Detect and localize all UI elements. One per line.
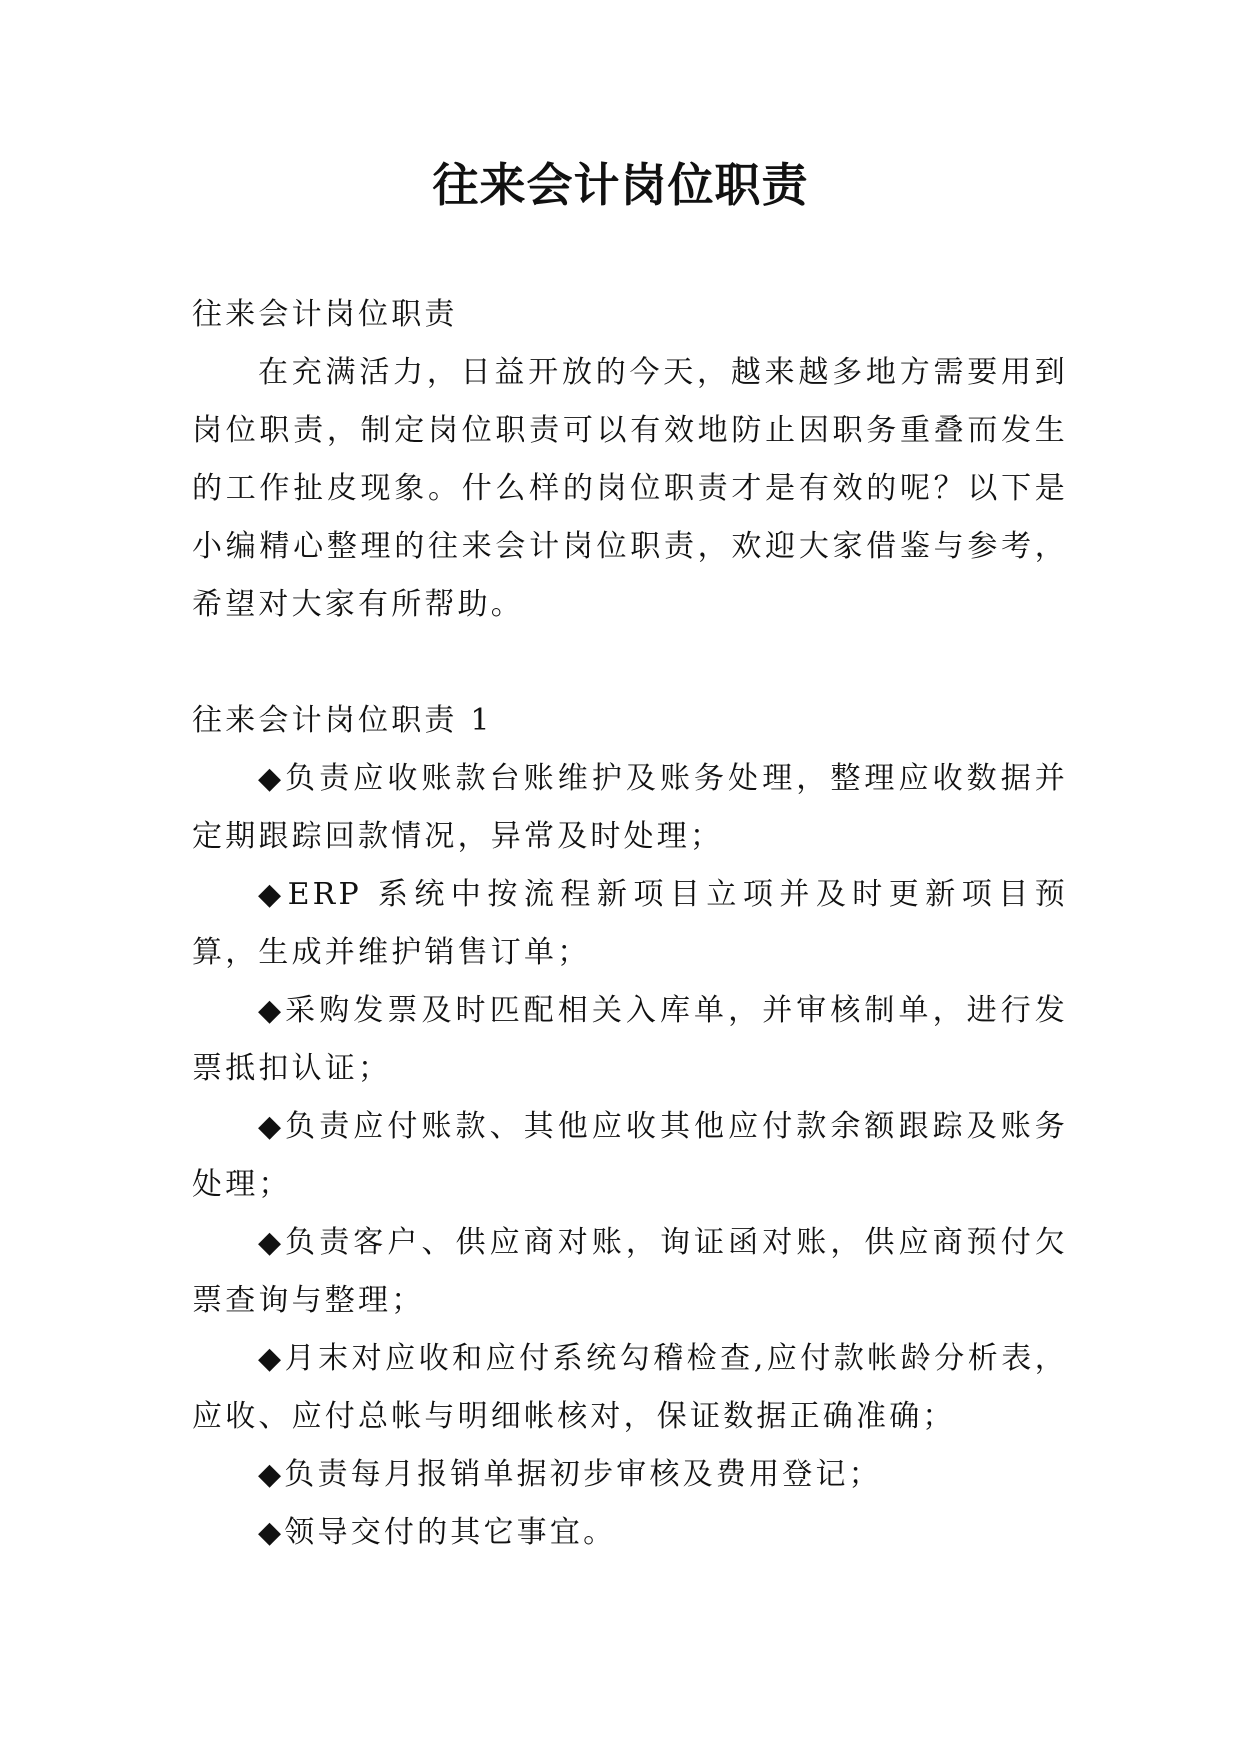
duty-item: ◆月末对应收和应付系统勾稽检查,应付款帐龄分析表，应收、应付总帐与明细帐核对，保证数据正确准确； — [192, 1341, 1068, 1434]
section-heading: 往来会计岗位职责 1 — [192, 703, 493, 738]
duty-item: ◆负责应付账款、其他应收其他应付款余额跟踪及账务处理； — [192, 1109, 1068, 1202]
duty-item: ◆负责客户、供应商对账，询证函对账，供应商预付欠票查询与整理； — [192, 1225, 1068, 1318]
duty-item: ◆ERP 系统中按流程新项目立项并及时更新项目预算，生成并维护销售订单； — [192, 877, 1068, 970]
duty-item: ◆领导交付的其它事宜。 — [258, 1515, 617, 1550]
document-body — [192, 286, 1068, 1562]
paragraph-gap — [192, 634, 1068, 692]
duty-item: ◆采购发票及时匹配相关入库单，并审核制单，进行发票抵扣认证； — [192, 993, 1068, 1086]
document-title: 往来会计岗位职责 — [432, 158, 809, 212]
duty-item: ◆负责每月报销单据初步审核及费用登记； — [258, 1457, 882, 1492]
intro-heading: 往来会计岗位职责 — [192, 297, 458, 332]
duty-item: ◆负责应收账款台账维护及账务处理，整理应收数据并定期跟踪回款情况，异常及时处理； — [192, 761, 1068, 854]
intro-paragraph: 在充满活力，日益开放的今天，越来越多地方需要用到岗位职责，制定岗位职责可以有效地防止因职务重叠而发生的工作扯皮现象。什么样的岗位职责才是有效的呢？以下是小编精心整理的往来会计岗位职责，欢迎大家借鉴与参考，希望对大家有所帮助。 — [192, 355, 1068, 622]
